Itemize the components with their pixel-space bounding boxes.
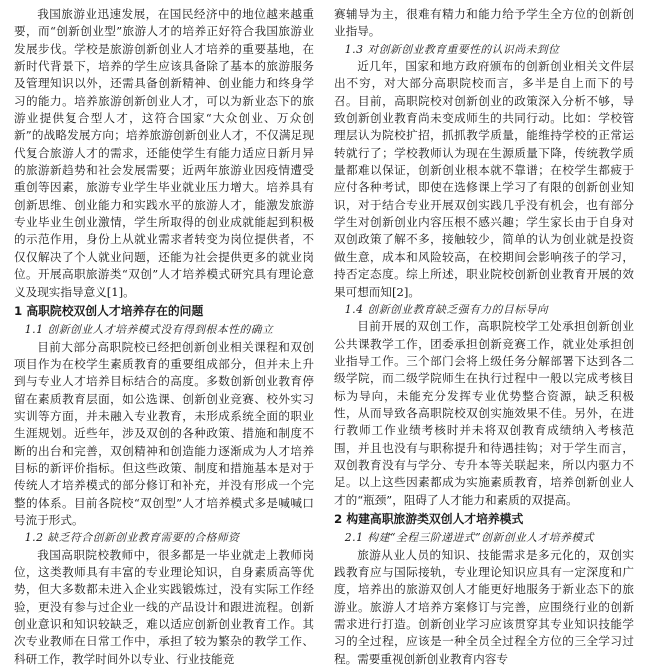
paragraph-continued: 赛辅导为主，很难有精力和能力给予学生全方位的创新创业指导。 — [334, 7, 634, 39]
section-heading: 1 高职院校双创人才培养存在的问题 — [14, 303, 204, 318]
paragraph: 我国高职院校教师中，很多都是一毕业就走上教师岗位，这类教师具有丰富的专业理论知识，自身素质高等优势，但大多数都未进入企业实践锻炼过，没有实际工作经验，更没有参与过企业一线的产品设计和跟进流程。创新创业意识和知识较缺乏，难以适应创新创业教育工作。其次专业教师在日常工作中，承担了较为繁杂的教学工作、科研工作，教学时间外以专业、行业技能竞 — [14, 547, 314, 666]
paragraph: 近几年，国家和地方政府颁布的创新创业相关文件层出不穷，对大部分高职院校而言，多半是自上而下的号召。目前，高职院校对创新创业的政策深入分析不够，导致创新创业教育尚未变成师生的共同行动。比如：学校管理层认为院校扩招，抓抓教学质量，能维持学校的正常运转就行了；学校教师认为现在生源质量下降，传统教学质量都难以保证，创新创业根本就不靠谱；在校学生都疲于应付各种考试，即使在选修课上学习了有限的创新创业知识，对于结合专业开展双创实践几乎没有机会，也有部分学生对创新创业内容压根不感兴趣；学生家长由于自身对双创政策了解不多，接触较少，简单的认为创业就是投资做生意，成本和风险较高，在校期间会影响孩子的学习，持否定态度。综上所述，职业院校创新创业教育开展的效果可想而知[2]。 — [334, 59, 634, 299]
paragraph: 旅游从业人员的知识、技能需求是多元化的，双创实践教育应与国际接轨，专业理论知识应具有一定深度和广度，培养出的旅游双创人才能更好地服务于新业态下的旅游业。旅游人才培养方案修订与完善，应围绕行业的创新需求进行打造。创新创业学习应该贯穿其专业知识技能学习的全过程，应该是一种全员全过程全方位的三全学习过程。需要重视创新创业教育内容专 — [334, 547, 634, 666]
section-heading: 2 构建高职旅游类双创人才培养模式 — [334, 511, 524, 526]
paragraph: 目前开展的双创工作，高职院校学工处承担创新创业公共课教学工作，团委承担创新竞赛工作，就业处承担创业指导工作。三个部门会将上级任务分解部署下达到各二级学院，而二级学院师生在执行过程中一般以完成考核目标为导向，未能充分发挥专业优势整合资源，缺乏积极性，从而导致各高职院校双创实施效果不佳。另外，在进行教师工作业绩考核时并未将双创教育成绩纳入考核范围，并且也没有与职称提升和待遇挂钩；对于学生而言，双创教育没有与学分、专升本等关联起来，所以内驱力不足。以上这些因素都成为实施素质教育，培养创新创业人才的“瓶颈”，阻碍了人才能力和素质的双提高。 — [334, 319, 634, 507]
left-column — [14, 6, 314, 668]
subsection-heading: 1.4 创新创业教育缺乏强有力的目标导向 — [344, 302, 549, 316]
subsection-heading: 1.3 对创新创业教育重要性的认识尚未到位 — [344, 42, 560, 56]
subsection-heading: 1.1 创新创业人才培养模式没有得到根本性的确立 — [24, 323, 274, 337]
subsection-heading: 1.2 缺乏符合创新创业教育需要的合格师资 — [24, 531, 240, 545]
right-column — [334, 6, 634, 668]
subsection-heading: 2.1 构建“全程三阶递进式”创新创业人才培养模式 — [344, 531, 595, 545]
paragraph: 我国旅游业迅速发展，在国民经济中的地位越来越重要，而“创新创业型”旅游人才的培养正好符合我国旅游业发展步伐。学校是旅游创新创业人才培养的重要基地，在新时代背景下，培养的学生应该具备除了基本的旅游服务及管理知识以外，还需具备创新精神、创业能力和终身学习的能力。培养旅游创新创业人才，可以为新业态下的旅游业提供复合型人才，这符合国家“大众创业、万众创新”的战略发展方向；培养旅游创新创业人才，不仅满足现代复合旅游人才的需求，还能使学生有能力适应日新月异的旅游新趋势和社会发展需要；近两年旅游业因疫情遭受重创等因素，旅游专业学生毕业就业压力增大。培养具有创新思维、创业能力和实践水平的旅游人才，能激发旅游专业毕业生创业激情，学生所取得的创业成就能起到积极的示范作用，身份上从就业需求者转变为岗位提供者，不仅仅解决了个人就业问题，还能为社会提供更多的就业岗位。开展高职旅游类“双创”人才培养模式研究具有理论意义及现实指导意义[1]。 — [14, 7, 314, 299]
paragraph: 目前大部分高职院校已经把创新创业相关课程和双创项目作为在校学生素质教育的重要组成部分，但并未上升到与专业人才培养目标结合的高度。多数创新创业教育停留在素质教育层面，如公选课、创新创业竞赛、校外实习实训等方面，并未融入专业教育，未形成系统全面的职业生涯规划。近些年，涉及双创的各种政策、措施和制度不断的出台和完善，双创精神和创造能力逐渐成为人才培养目标的新评价指标。但这些政策、制度和措施基本是对于传统人才培养模式的部分修订和补充，并没有形成一个完整的体系。目前各院校“双创型”人才培养模式多是喊喊口号流于形式。 — [14, 339, 314, 527]
